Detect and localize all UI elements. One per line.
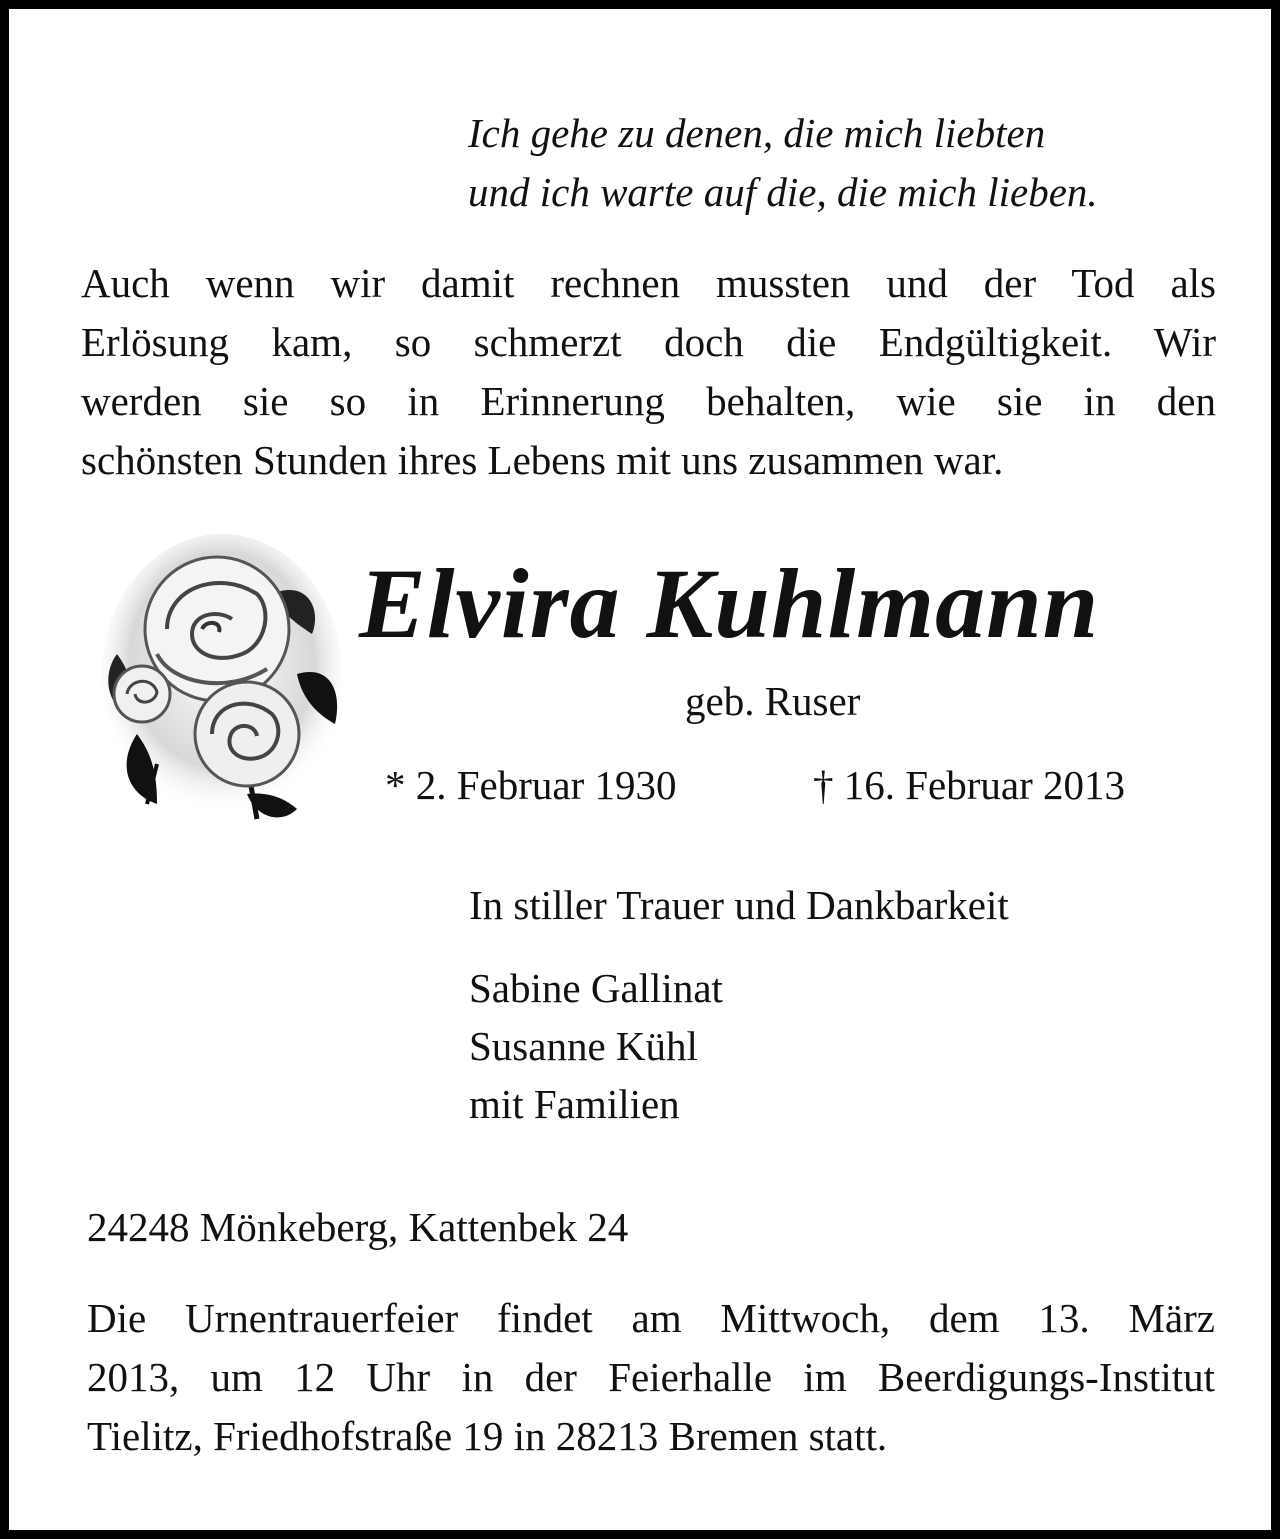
- mourner-name: Susanne Kühl: [469, 1023, 698, 1069]
- intro-line: schönsten Stunden ihres Lebens mit uns zusammen war.: [81, 437, 1004, 483]
- mourner-list: [469, 959, 723, 1133]
- birth-date: * 2. Februar 1930: [385, 762, 677, 808]
- funeral-info: [87, 1289, 1215, 1466]
- funeral-line: 2013, um 12 Uhr in der Feierhalle im Beerdigungs-Institut: [87, 1354, 1215, 1400]
- quote-line: Ich gehe zu denen, die mich liebten: [468, 110, 1046, 156]
- intro-line: Auch wenn wir damit rechnen mussten und der Tod als: [81, 260, 1216, 306]
- mourner-name: Sabine Gallinat: [469, 965, 723, 1011]
- address: 24248 Mönkeberg, Kattenbek 24: [87, 1204, 629, 1250]
- epigraph-quote: [468, 104, 1098, 222]
- funeral-line: Die Urnentrauerfeier findet am Mittwoch, dem 13. März: [87, 1295, 1215, 1341]
- mourner-name: mit Familien: [469, 1081, 680, 1127]
- quote-line: und ich warte auf die, die mich lieben.: [468, 169, 1098, 215]
- deceased-name: Elvira Kuhlmann: [359, 548, 1100, 659]
- intro-paragraph: [81, 254, 1216, 490]
- maiden-name: geb. Ruser: [685, 678, 861, 724]
- roses-icon: [97, 534, 347, 824]
- mourning-phrase: In stiller Trauer und Dankbarkeit: [469, 882, 1009, 928]
- funeral-line: Tielitz, Friedhofstraße 19 in 28213 Bremen statt.: [87, 1413, 888, 1459]
- death-date: † 16. Februar 2013: [813, 762, 1126, 808]
- intro-line: Erlösung kam, so schmerzt doch die Endgültigkeit. Wir: [81, 319, 1216, 365]
- intro-line: werden sie so in Erinnerung behalten, wie sie in den: [81, 378, 1216, 424]
